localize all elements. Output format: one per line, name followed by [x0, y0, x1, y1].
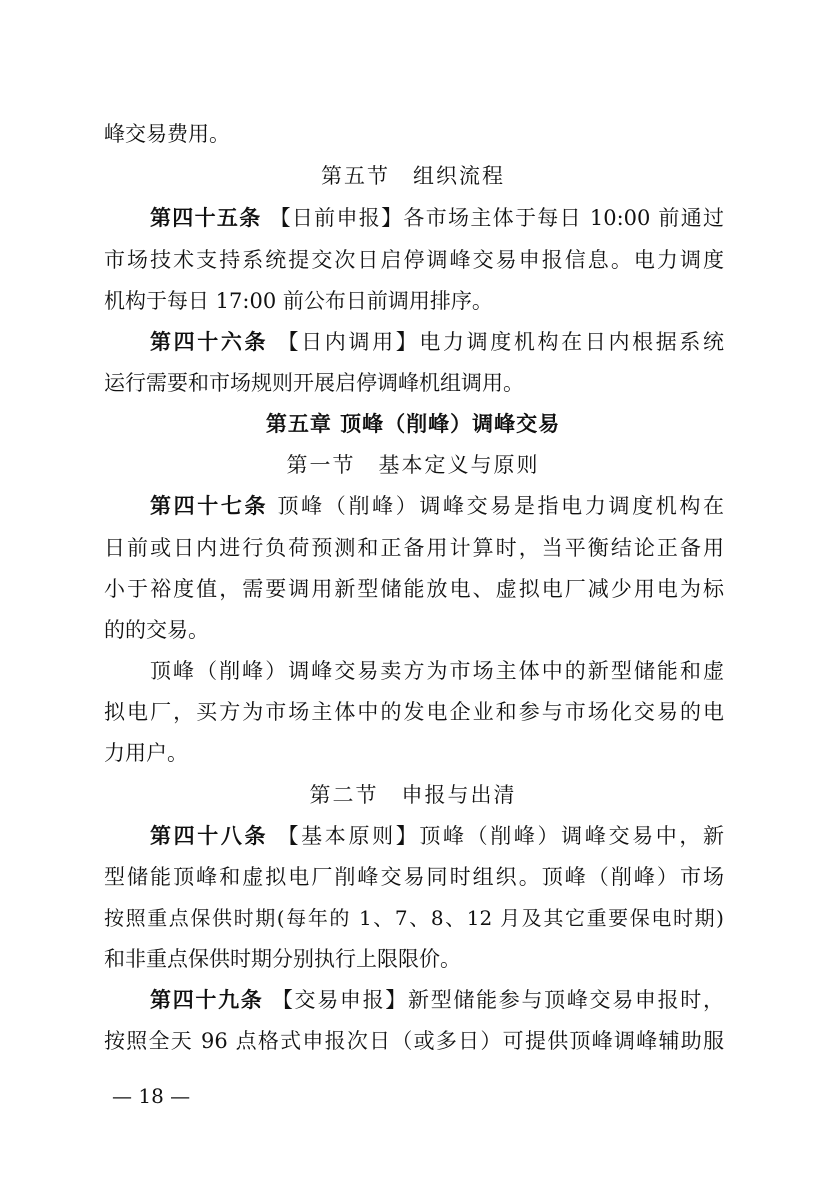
- text-line: 市场技术支持系统提交次日启停调峰交易申报信息。电力调度: [104, 248, 724, 272]
- section-heading: 第二节 申报与出清: [309, 783, 517, 807]
- text-line: 和非重点保供时期分别执行上限限价。: [104, 947, 461, 971]
- text-line: 的的交易。: [104, 618, 209, 642]
- article-number: 第四十九条: [150, 988, 264, 1012]
- article-46-line: 第四十六条 【日内调用】电力调度机构在日内根据系统: [150, 330, 725, 354]
- text-line: 峰交易费用。: [104, 122, 230, 146]
- text-line: 型储能顶峰和虚拟电厂削峰交易同时组织。顶峰（削峰）市场: [104, 865, 724, 889]
- page-number: — 18 —: [112, 1084, 191, 1108]
- text-line: 按照重点保供时期(每年的 1、7、8、12 月及其它重要保电时期): [104, 906, 724, 930]
- article-number: 第四十五条: [150, 206, 262, 230]
- text-line: 拟电厂，买方为市场主体中的发电企业和参与市场化交易的电: [104, 700, 724, 724]
- chapter-heading: 第五章 顶峰（削峰）调峰交易: [265, 412, 561, 436]
- text-line: 顶峰（削峰）调峰交易卖方为市场主体中的新型储能和虚: [150, 659, 724, 683]
- article-number: 第四十七条: [150, 494, 269, 518]
- article-number: 第四十六条: [150, 330, 269, 354]
- article-49-line: 第四十九条 【交易申报】新型储能参与顶峰交易申报时，: [150, 988, 724, 1012]
- article-47-line: 第四十七条 顶峰（削峰）调峰交易是指电力调度机构在: [150, 494, 725, 518]
- text-line: 力用户。: [104, 741, 188, 765]
- text-line: 机构于每日 17:00 前公布日前调用排序。: [104, 289, 493, 313]
- text-line: 按照全天 96 点格式申报次日（或多日）可提供顶峰调峰辅助服: [104, 1029, 724, 1053]
- article-45-line: 第四十五条 【日前申报】各市场主体于每日 10:00 前通过: [150, 206, 725, 230]
- article-number: 第四十八条: [150, 824, 269, 848]
- section-heading: 第五节 组织流程: [321, 164, 505, 188]
- text-line: 日前或日内进行负荷预测和正备用计算时，当平衡结论正备用: [104, 536, 724, 560]
- text-line: 小于裕度值，需要调用新型储能放电、虚拟电厂减少用电为标: [104, 577, 724, 601]
- article-48-line: 第四十八条 【基本原则】顶峰（削峰）调峰交易中，新: [150, 824, 725, 848]
- text-line: 运行需要和市场规则开展启停调峰机组调用。: [104, 371, 524, 395]
- section-heading: 第一节 基本定义与原则: [286, 453, 540, 477]
